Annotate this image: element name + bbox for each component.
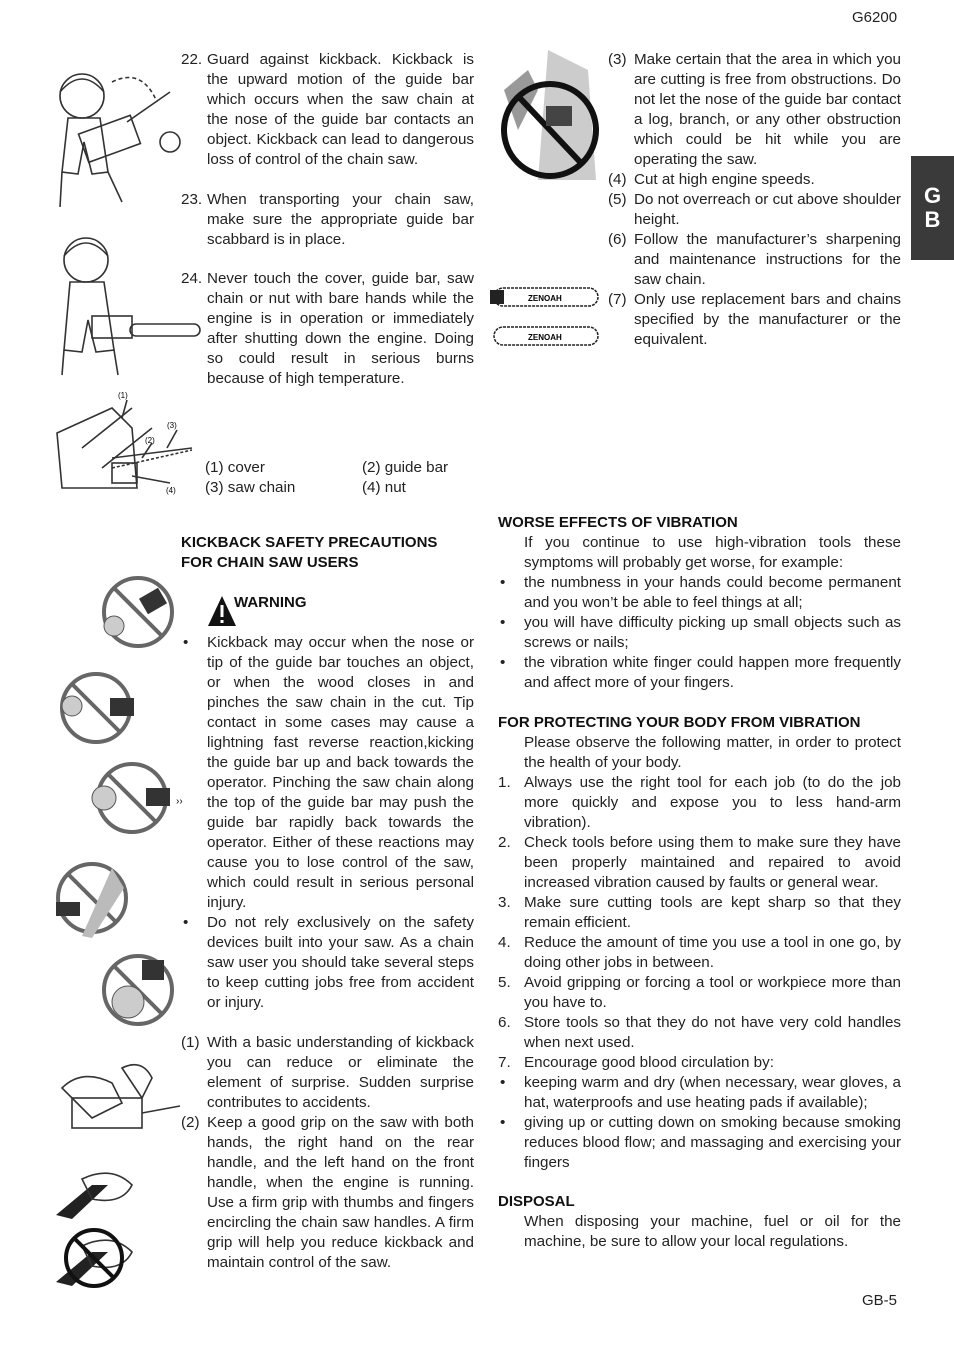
item-text: Reduce the amount of time you use a tool in one go, by doing other jobs in between.	[524, 934, 901, 971]
bullet-text: you will have difficulty picking up small objects such as screws or nails;	[524, 614, 901, 651]
bullet-text: the numbness in your hands could become permanent and you won’t be able to feel things at all;	[524, 574, 901, 611]
precaution-item-6	[608, 230, 901, 290]
disposal-heading: DISPOSAL	[498, 1193, 575, 1210]
no-top-pinch-icon	[84, 760, 194, 836]
warning-triangle-icon	[207, 594, 237, 628]
item-number: (1)	[181, 1034, 200, 1051]
part-cover: (1) cover	[205, 459, 265, 476]
no-pinch-icon	[56, 670, 140, 746]
protect-item-7	[498, 1053, 901, 1073]
no-overhead-cut-icon	[52, 858, 132, 940]
bullet-text: the vibration white finger could happen more frequently and affect more of your fingers.	[524, 654, 901, 691]
no-obstruction-icon	[498, 50, 602, 180]
item-text: Keep a good grip on the saw with both hands, the right hand on the rear handle, and the left hand on the front handle, when the engine is running. Use a firm grip with thumbs and fingers encircling the chain saw handles. A firm grip will help you reduce kickback and maintain control of the saw.	[207, 1114, 474, 1271]
item-text: Avoid gripping or forcing a tool or workpiece more than you have to.	[524, 974, 901, 1011]
bullet-dot: •	[500, 1114, 506, 1131]
no-tip-contact-icon	[98, 574, 178, 650]
firm-grip-illustration	[52, 1058, 182, 1142]
item-text: Always use the right tool for each job (to do the job more quickly and expose you to less hand-arm vibration).	[524, 774, 901, 831]
item-text: Make sure cutting tools are kept sharp so that they remain efficient.	[524, 894, 901, 931]
callout-4: (4)	[166, 486, 176, 495]
warning-label: WARNING	[234, 594, 307, 611]
replacement-bar-1-illustration	[490, 284, 602, 310]
model-number: G6200	[852, 9, 898, 26]
item-text: Encourage good blood circulation by:	[524, 1054, 774, 1071]
incorrect-grip-icon	[52, 1226, 142, 1288]
item-text: When transporting your chain saw, make sure the appropriate guide bar scabbard is in place.	[207, 191, 474, 248]
item-number: (6)	[608, 231, 627, 248]
replacement-bar-2-illustration	[490, 322, 602, 350]
part-nut: (4) nut	[362, 479, 406, 496]
precaution-item-4	[608, 170, 901, 190]
bullet-dot: •	[183, 914, 189, 931]
item-number: (5)	[608, 191, 627, 208]
circulation-bullet	[498, 1073, 901, 1113]
protect-heading: FOR PROTECTING YOUR BODY FROM VIBRATION	[498, 714, 861, 731]
precaution-item-5	[608, 190, 901, 230]
warning-bullet	[181, 913, 474, 1013]
kickback-heading	[181, 533, 437, 573]
parts-legend	[205, 458, 475, 498]
item-number: 23.	[181, 191, 203, 208]
vibration-heading: WORSE EFFECTS OF VIBRATION	[498, 514, 738, 531]
protect-item-1	[498, 773, 901, 833]
page-number: GB-5	[862, 1292, 898, 1309]
language-tab-letter-1: G	[923, 183, 942, 208]
protect-item-5	[498, 973, 901, 1013]
bullet-text: Do not rely exclusively on the safety devices built into your saw. As a chain saw user you should take several steps to keep cutting jobs free from accident or injury.	[207, 914, 474, 1011]
vibration-bullet	[498, 573, 901, 613]
kickback-step-1	[181, 1033, 474, 1113]
vibration-bullet	[498, 653, 901, 693]
item-number: 2.	[498, 834, 511, 851]
part-guide-bar: (2) guide bar	[362, 459, 449, 476]
bullet-dot: •	[500, 574, 506, 591]
item-text: Check tools before using them to make sure they have been properly maintained and repaired to avoid increased vibration caused by faults or general wear.	[524, 834, 901, 891]
bullet-text: Kickback may occur when the nose or tip of the guide bar touches an object, or when the wood closes in and pinches the saw chain in the cut. Tip contact in some cases may cause a lightning fast reverse reaction,kicking the guide bar up and back towards the operator. Pinching the saw chain along the top of the guide bar may push the guide bar rapidly back towards the operator. Either of these reactions may cause you to lose control of the saw, which could result in serious personal injury.	[207, 634, 474, 911]
vibration-intro: If you continue to use high-vibration tools these symptoms will probably get worse, for example:	[524, 534, 901, 571]
bar-brand-label: ZENOAH	[528, 333, 562, 342]
callout-3: (3)	[167, 421, 177, 430]
saw-parts-diagram	[52, 388, 202, 498]
warning-bullet	[181, 633, 474, 913]
item-number: 5.	[498, 974, 511, 991]
bar-brand-label: ZENOAH	[528, 294, 562, 303]
item-number: 6.	[498, 1014, 511, 1031]
bullet-text: keeping warm and dry (when necessary, wear gloves, a hat, waterproofs and use heating pads if available);	[524, 1074, 901, 1111]
item-number: 4.	[498, 934, 511, 951]
item-number: (4)	[608, 171, 627, 188]
safety-item-23	[181, 190, 474, 250]
bullet-text: giving up or cutting down on smoking because smoking reduces blood flow; and massaging and exercising your fingers	[524, 1114, 901, 1171]
item-text: Follow the manufacturer’s sharpening and maintenance instructions for the saw chain.	[634, 231, 901, 288]
item-text: Store tools so that they do not have very cold handles when next used.	[524, 1014, 901, 1051]
item-text: Cut at high engine speeds.	[634, 171, 815, 188]
scabbard-transport-illustration	[52, 230, 202, 380]
precaution-item-3	[608, 50, 901, 170]
item-text: Do not overreach or cut above shoulder height.	[634, 191, 901, 228]
no-nose-cut-icon	[98, 950, 178, 1030]
item-number: 1.	[498, 774, 511, 791]
part-saw-chain: (3) saw chain	[205, 479, 296, 496]
svg-text:››: ››	[176, 796, 183, 807]
item-text: Never touch the cover, guide bar, saw chain or nut with bare hands while the engine is in operation or immediately after shutting down the engine. Doing so could result in serious burns because of high temperature.	[207, 270, 474, 387]
item-number: 7.	[498, 1054, 511, 1071]
callout-1: (1)	[118, 391, 128, 400]
circulation-bullet	[498, 1113, 901, 1173]
item-number: 24.	[181, 270, 203, 287]
kickback-heading-line-2: FOR CHAIN SAW USERS	[181, 554, 359, 571]
vibration-bullet	[498, 613, 901, 653]
item-text: Make certain that the area in which you are cutting is free from obstructions. Do not let the nose of the guide bar contact a log, branch, or any other obstruction which could be hit while you are operating the saw.	[634, 51, 901, 168]
item-text: Guard against kickback. Kickback is the upward motion of the guide bar which occurs when the saw chain at the nose of the guide bar contacts an object. Kickback can lead to dangerous loss of control of the chain saw.	[207, 51, 474, 168]
bullet-dot: •	[500, 1074, 506, 1091]
correct-thumb-grip-illustration	[52, 1165, 142, 1221]
protect-item-3	[498, 893, 901, 933]
precaution-item-7	[608, 290, 901, 350]
protect-item-6	[498, 1013, 901, 1053]
protect-item-2	[498, 833, 901, 893]
protect-intro: Please observe the following matter, in order to protect the health of your body.	[524, 734, 901, 771]
item-number: (7)	[608, 291, 627, 308]
bullet-dot: •	[500, 614, 506, 631]
item-number: (3)	[608, 51, 627, 68]
disposal-text: When disposing your machine, fuel or oil for the machine, be sure to allow your local regulations.	[524, 1213, 901, 1250]
bullet-dot: •	[183, 634, 189, 651]
language-tab-letter-2: B	[924, 207, 941, 232]
safety-item-22	[181, 50, 474, 170]
kickback-step-2	[181, 1113, 474, 1273]
item-text: Only use replacement bars and chains specified by the manufacturer or the equivalent.	[634, 291, 901, 348]
item-number: 22.	[181, 51, 203, 68]
item-number: 3.	[498, 894, 511, 911]
protect-item-4	[498, 933, 901, 973]
language-tab	[911, 156, 954, 260]
kickback-heading-line-1: KICKBACK SAFETY PRECAUTIONS	[181, 534, 438, 551]
callout-2: (2)	[145, 436, 155, 445]
item-number: (2)	[181, 1114, 200, 1131]
bullet-dot: •	[500, 654, 506, 671]
safety-item-24	[181, 269, 474, 389]
item-text: With a basic understanding of kickback you can reduce or eliminate the element of surprise. Sudden surprise contributes to accidents.	[207, 1034, 474, 1111]
kickback-operator-illustration	[52, 62, 192, 212]
